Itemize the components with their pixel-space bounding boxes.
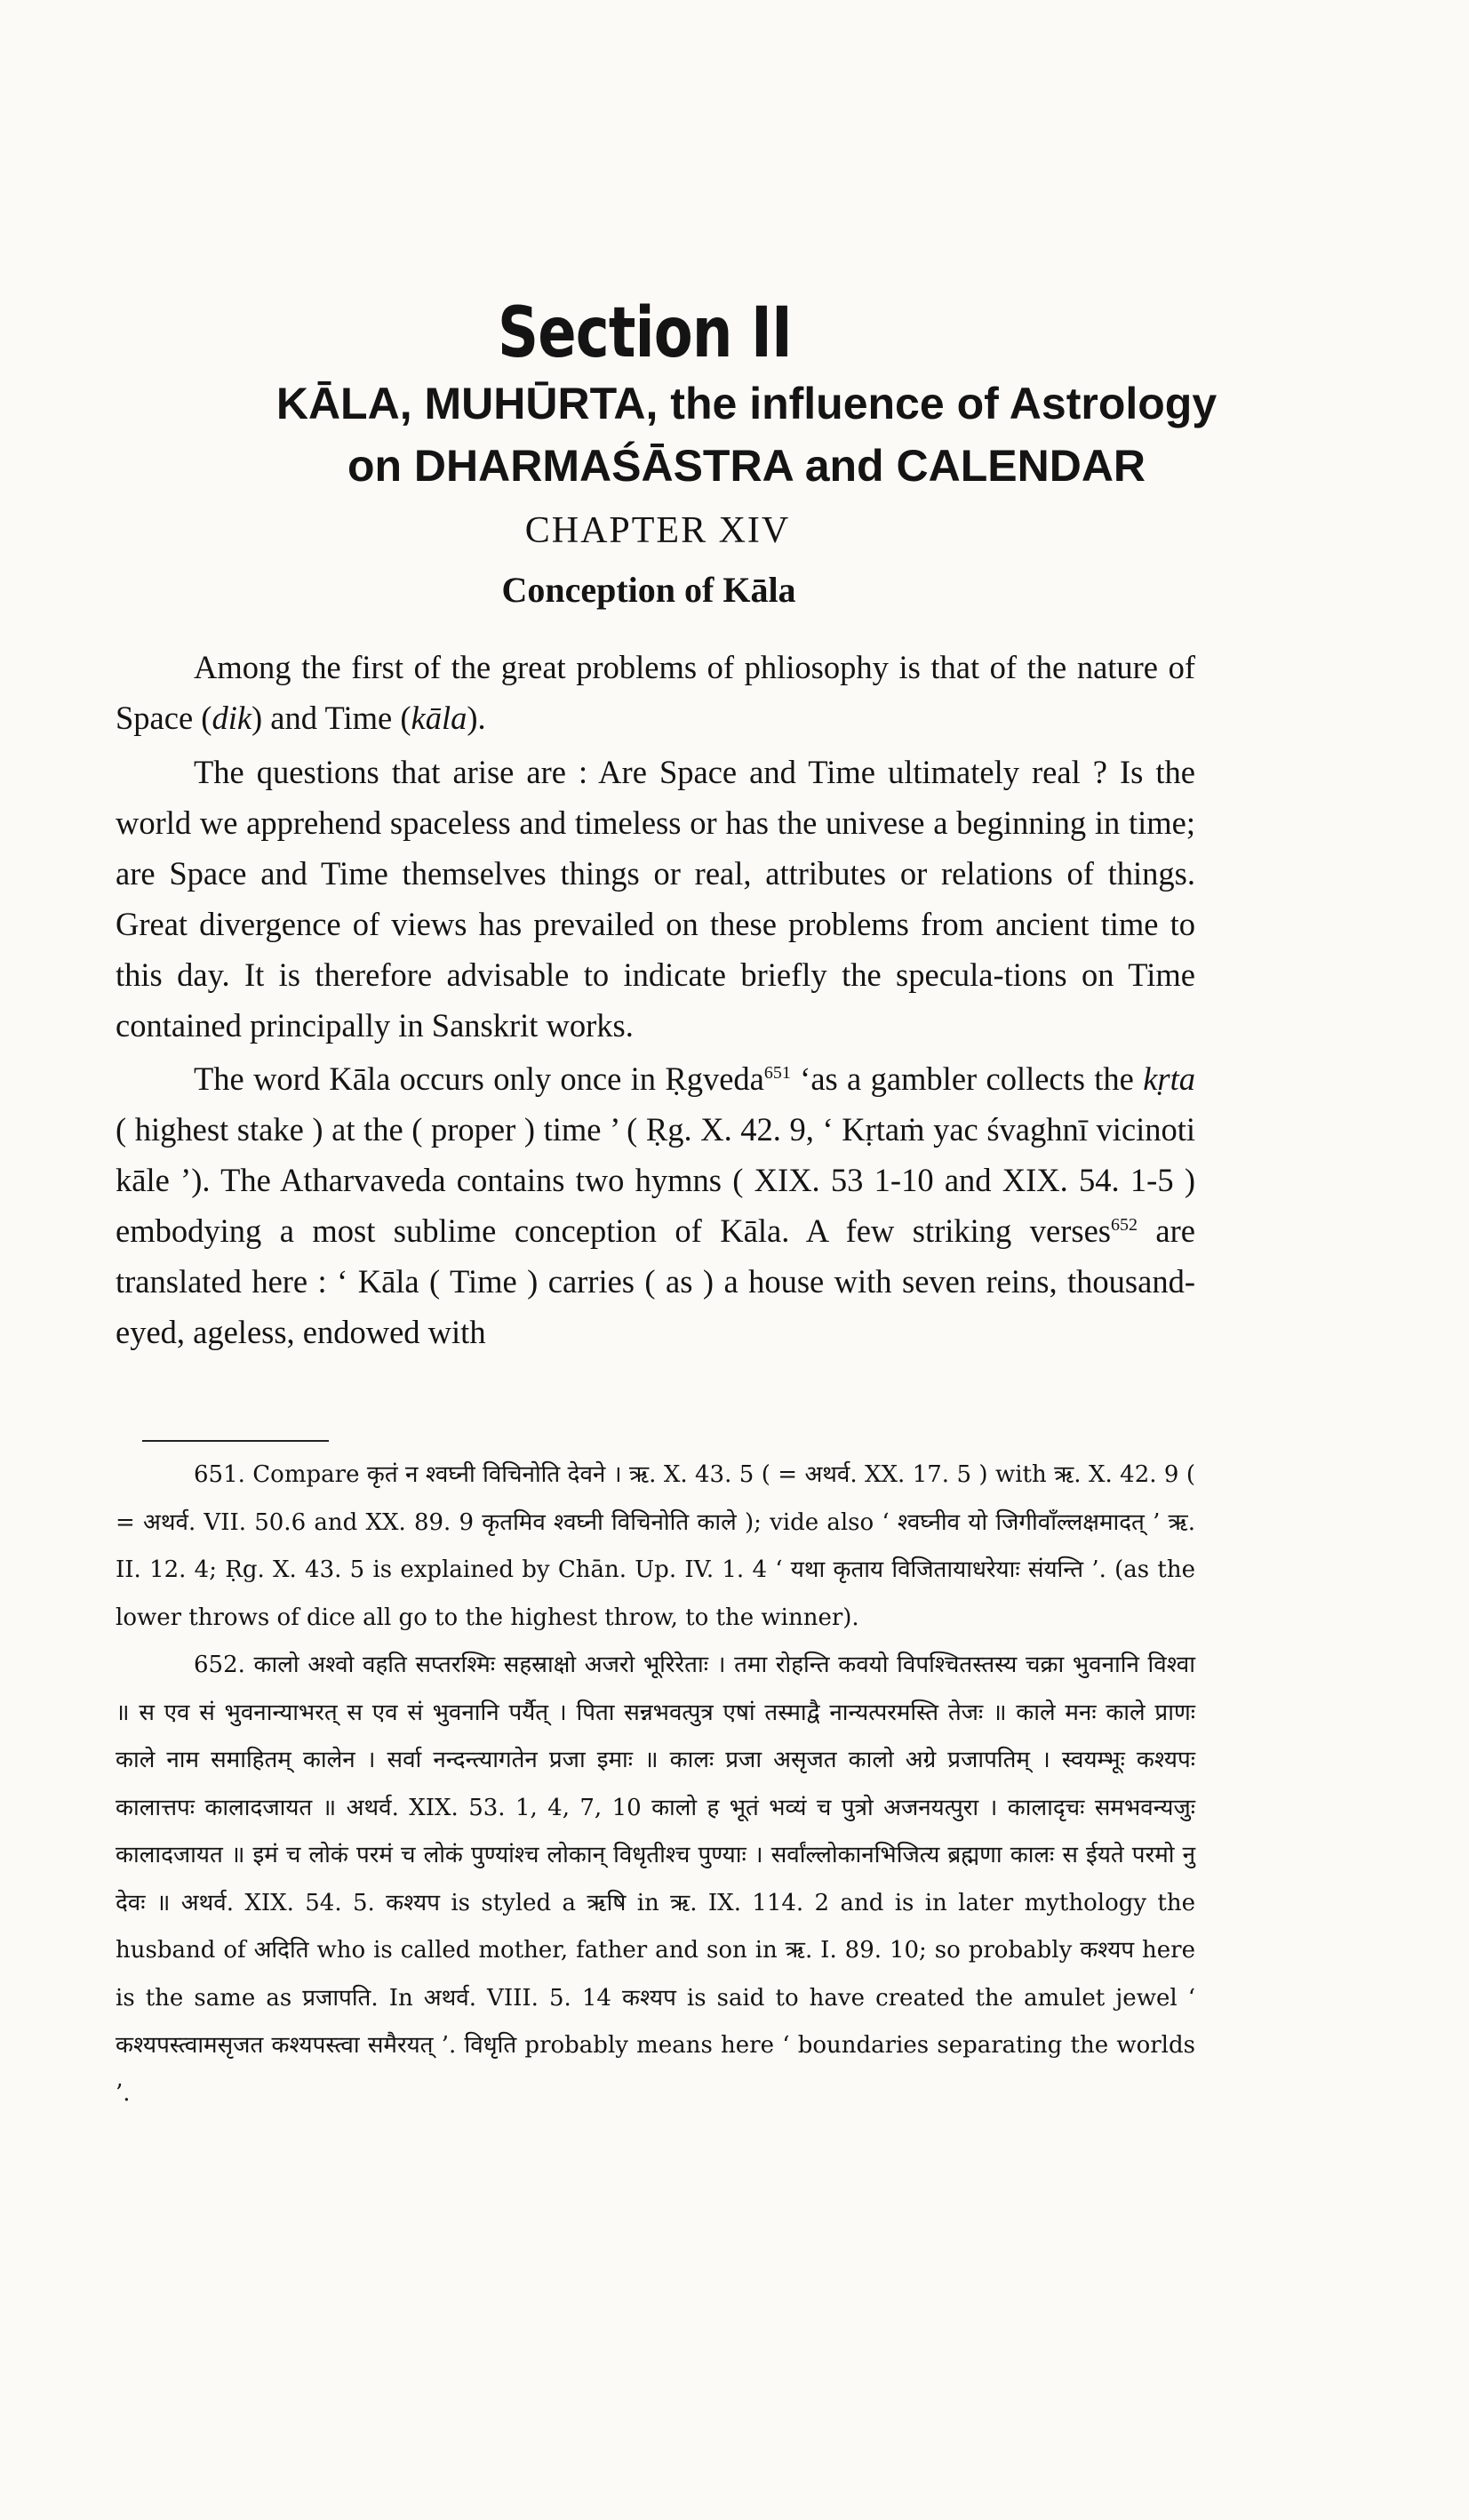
footnote-ref-651: 651 <box>763 1062 791 1083</box>
footnote-652: 652. कालो अश्वो वहति सप्तरश्मिः सहस्राक्षो अजरो भूरिरेताः । तमा रोहन्ति कवयो विपश्चितस्तस्य चक्रा भुवनानि विश्वा ॥ स एव सं भुवनान्याभरत् स एव सं भुवनानि पर्यैत् । पिता सन्नभवत्पुत्र एषां तस्माद्वै नान्यत्परमस्ति तेजः ॥ काले मनः काले प्राणः काले नाम समाहितम् कालेन । सर्वा नन्दन्त्यागतेन प्रजा इमाः ॥ कालः प्रजा असृजत कालो अग्रे प्रजापतिम् । स्वयम्भूः कश्यपः कालात्तपः कालादजायत ॥ अथर्व. XIX. 53. 1, 4, 7, 10 कालो ह भूतं भव्यं च पुत्रो अजनयत्पुरा । कालादृचः समभवन्यजुः कालादजायत ॥ इमं च लोकं परमं च लोकं पुण्यांश्च लोकान् विधृतीश्च पुण्याः । सर्वांल्लोकानभिजित्य ब्रह्मणा कालः स ईयते परमो नु देवः ॥ अथर्व. XIX. 54. 5. कश्यप is styled a ऋषि in ऋ. IX. 114. 2 and is in later mythology the husband of अदिति who is called mother, father and son in ऋ. I. 89. 10; so probably कश्यप here is the same as प्रजापति. In अथर्व. VIII. 5. 14 कश्यप is said to have created the amulet jewel ‘ कश्यपस्त्वामसृजत कश्यपस्त्वा समैरयत् ’. विधृति probably means here ‘ boundaries separating the worlds ’. <box>116 1652 1195 2107</box>
chapter-title: Conception of Kāla <box>501 570 796 610</box>
paragraph-3-text-b: ‘as a gambler collects the <box>790 1060 1144 1097</box>
paragraph-1-text-c: ). <box>467 700 486 736</box>
paragraph-3-text-a: The word Kāla occurs only once in Ṛgveda <box>194 1060 764 1097</box>
footnotes <box>116 1452 1195 2117</box>
chapter-number: CHAPTER XIV <box>524 510 791 551</box>
paragraph-3 <box>116 1053 1195 1357</box>
footnote-651: 651. Compare कृतं न श्वघ्नी विचिनोति देवने । ऋ. X. 43. 5 ( = अथर्व. XX. 17. 5 ) with ऋ. X. 42. 9 ( = अथर्व. VII. 50.6 and XX. 89. 9 कृतमिव श्वघ्नी विचिनोति काले ); vide also ‘ श्वघ्नीव यो जिगीवाँल्लक्षमादत् ’ ऋ. II. 12. 4; Ṛg. X. 43. 5 is explained by Chān. Up. IV. 1. 4 ‘ यथा कृताय विजितायाधरेयाः संयन्ति ’. (as the lower throws of dice all go to the highest throw, to the winner). <box>116 1461 1195 1631</box>
section-heading: Section II <box>498 293 792 373</box>
term-krta: kṛta <box>1143 1060 1195 1097</box>
paragraph-1-text-b: ) and Time ( <box>251 700 411 736</box>
section-subtitle-line-2: on DHARMAŚĀSTRA and CALENDAR <box>347 441 1146 491</box>
paragraph-1 <box>116 642 1195 743</box>
footnote-ref-652: 652 <box>1110 1214 1138 1235</box>
paragraph-3-text-c: ( highest stake ) at the ( proper ) time ’ ( Ṛg. X. 42. 9, ‘ Kṛtaṁ yac śvaghnī vicinoti kāle ’). The Atharvaveda contains two hymns ( XIX. 53 1-10 and XIX. 54. 1-5 ) embodying a most sublime conception of Kāla. A few striking verses <box>116 1111 1195 1249</box>
footnote-divider <box>142 1440 329 1442</box>
term-dik: dik <box>212 700 252 736</box>
paragraph-3-text-d: are translated here : ‘ Kāla ( Time ) carries ( as ) a house with seven reins, thousand-eyed, ageless, endowed with <box>116 1212 1195 1350</box>
section-subtitle-line-1: KĀLA, MUHŪRTA, the influence of Astrology <box>275 379 1218 428</box>
paragraph-2: The questions that arise are : Are Space and Time ultimately real ? Is the world we apprehend spaceless and timeless or has the univese a beginning in time; are Space and Time themselves things or real, attributes or relations of things. Great divergence of views has prevailed on these problems from ancient time to this day. It is therefore advisable to indicate briefly the specula-tions on Time contained principally in Sanskrit works. <box>116 754 1195 1044</box>
term-kala: kāla <box>411 700 467 736</box>
paragraph-1-text-a: Among the first of the great problems of phliosophy is that of the nature of Space ( <box>116 649 1195 736</box>
